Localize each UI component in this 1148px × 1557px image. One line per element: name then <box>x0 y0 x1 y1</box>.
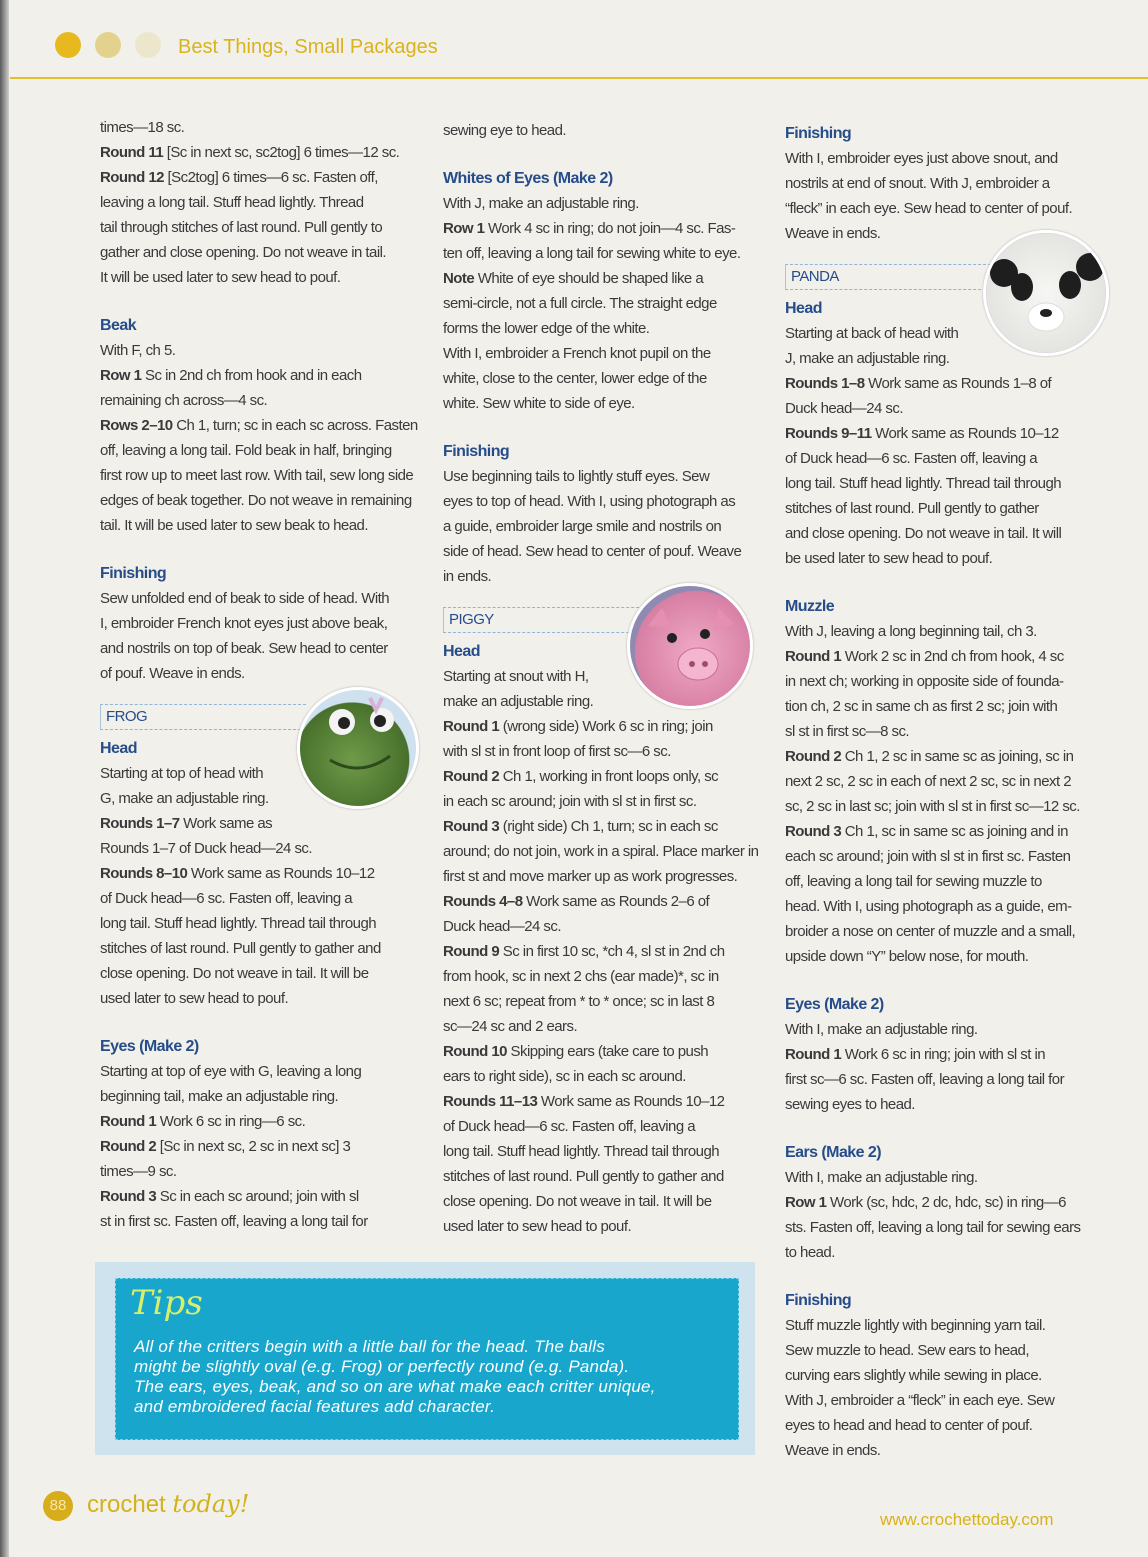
page-number: 88 <box>43 1491 73 1521</box>
step-label: Round 1 <box>100 1113 157 1130</box>
step-label: Rows 2–10 <box>100 417 173 434</box>
section-heading: Finishing <box>785 1292 852 1309</box>
pattern-paragraph <box>100 363 440 413</box>
brand-name-b: today! <box>172 1490 250 1518</box>
step-label: Round 2 <box>443 768 500 785</box>
step-label: Round 1 <box>785 648 842 665</box>
step-label: Round 1 <box>443 718 500 735</box>
pattern-paragraph <box>443 1089 783 1239</box>
step-text: White of eye should be shaped like a semi-circle, not a full circle. The straight edge forms the lower edge of the white. <box>443 270 717 337</box>
step-text: [Sc2tog] 6 times—6 sc. Fasten off, leaving a long tail. Stuff head lightly. Thread tail through stitches of last round. Pull gently to gather and close opening. Do not weave in tail. It will be used later to sew head to pouf. <box>100 169 387 286</box>
pattern-paragraph <box>100 861 440 1011</box>
pattern-paragraph <box>443 889 783 939</box>
step-label: Rounds 8–10 <box>100 865 188 882</box>
pattern-paragraph <box>785 644 1125 744</box>
step-label: Round 3 <box>443 818 500 835</box>
step-label: Row 1 <box>443 220 485 237</box>
pattern-paragraph <box>785 1313 1125 1463</box>
pattern-paragraph <box>100 811 440 861</box>
header-rule <box>10 77 1148 79</box>
pattern-paragraph <box>443 939 783 1039</box>
step-label: Round 9 <box>443 943 500 960</box>
step-text: Ch 1, 2 sc in same sc as joining, sc in next 2 sc, 2 sc in each of next 2 sc, sc in next 2 sc, 2 sc in last sc; join with sl st in first sc—12 sc. <box>785 748 1080 815</box>
pattern-paragraph <box>443 266 783 341</box>
pattern-paragraph <box>785 146 1125 246</box>
pattern-paragraph <box>785 744 1125 819</box>
section-heading: Eyes (Make 2) <box>100 1038 199 1055</box>
step-text: Work same as Rounds 10–12 of Duck head—6 sc. Fasten off, leaving a long tail. Stuff head lightly. Thread tail through stitches of last round. Pull gently to gather and close opening. Do not weave in tail. It will be used later to sew head to pouf. <box>100 865 381 1007</box>
step-text: times—18 sc. <box>100 119 185 136</box>
step-text: (wrong side) Work 6 sc in ring; join with sl st in front loop of first sc—6 sc. <box>443 718 713 760</box>
website-url: www.crochettoday.com <box>880 1510 1054 1529</box>
pattern-paragraph <box>785 371 1125 421</box>
pattern-paragraph <box>100 1109 440 1134</box>
step-text: Starting at top of head with G, make an adjustable ring. <box>100 765 269 807</box>
critter-label: PIGGY <box>443 607 649 633</box>
step-text: Sc in first 10 sc, *ch 4, sl st in 2nd ch from hook, sc in next 2 chs (ear made)*, sc in next 6 sc; repeat from * to * once; sc in last 8 sc—24 sc and 2 ears. <box>443 943 725 1035</box>
section-heading: Ears (Make 2) <box>785 1144 882 1161</box>
step-text: Starting at top of eye with G, leaving a long beginning tail, make an adjustable ring. <box>100 1063 362 1105</box>
step-label: Round 10 <box>443 1043 507 1060</box>
step-label: Rounds 4–8 <box>443 893 523 910</box>
pattern-paragraph <box>785 1190 1125 1265</box>
pattern-paragraph <box>100 413 440 538</box>
step-text: Work (sc, hdc, 2 dc, hdc, sc) in ring—6 sts. Fasten off, leaving a long tail for sewing ears to head. <box>785 1194 1081 1261</box>
panda-photo <box>983 230 1109 356</box>
brand-logo <box>87 1490 249 1519</box>
section-heading: Finishing <box>443 443 510 460</box>
step-text: Stuff muzzle lightly with beginning yarn tail. Sew muzzle to head. Sew ears to head, curving ears slightly while sewing in place. With J, embroider a “fleck” in each eye. Sew eyes to head and head to center of pouf. Weave in ends. <box>785 1317 1055 1459</box>
panda-face-icon <box>986 233 1106 353</box>
pattern-paragraph <box>785 1165 1125 1190</box>
brand-name-a: crochet <box>87 1491 166 1518</box>
step-text: Skipping ears (take care to push ears to right side), sc in each sc around. <box>443 1043 709 1085</box>
step-text: With I, embroider a French knot pupil on the white, close to the center, lower edge of the white. Sew white to side of eye. <box>443 345 711 412</box>
step-text: Starting at back of head with J, make an adjustable ring. <box>785 325 959 367</box>
section-heading: Beak <box>100 317 137 334</box>
step-text: Ch 1, working in front loops only, sc in each sc around; join with sl st in first sc. <box>443 768 719 810</box>
pattern-paragraph <box>100 1134 440 1184</box>
step-text: Work same as Rounds 10–12 of Duck head—6 sc. Fasten off, leaving a long tail. Stuff head lightly. Thread tail through stitches of last round. Pull gently to gather and close opening. Do not weave in tail. It will be used later to sew head to pouf. <box>443 1093 725 1235</box>
section-heading: Muzzle <box>785 598 835 615</box>
step-text: With J, make an adjustable ring. <box>443 195 639 212</box>
step-text: With I, make an adjustable ring. <box>785 1021 978 1038</box>
header-dot-icon <box>55 32 81 58</box>
critter-label: FROG <box>100 704 306 730</box>
step-label: Round 11 <box>100 144 164 161</box>
step-label: Rounds 9–11 <box>785 425 872 442</box>
piggy-face-icon <box>630 586 750 706</box>
step-text: With J, leaving a long beginning tail, ch 3. <box>785 623 1037 640</box>
step-text: [Sc in next sc, 2 sc in next sc] 3 times—9 sc. <box>100 1138 351 1180</box>
pattern-paragraph <box>443 814 783 889</box>
step-text: Work 6 sc in ring—6 sc. <box>156 1113 306 1130</box>
step-text: Work 6 sc in ring; join with sl st in first sc—6 sc. Fasten off, leaving a long tail for sewing eyes to head. <box>785 1046 1065 1113</box>
step-text: Work same as Rounds 1–8 of Duck head—24 sc. <box>785 375 1052 417</box>
step-label: Round 2 <box>100 1138 157 1155</box>
pattern-paragraph <box>443 191 783 216</box>
step-text: Work same as Rounds 2–6 of Duck head—24 sc. <box>443 893 710 935</box>
header-dot-icon <box>95 32 121 58</box>
tips-title: Tips <box>130 1283 203 1323</box>
tips-box <box>95 1262 755 1455</box>
step-text: Use beginning tails to lightly stuff eyes. Sew eyes to top of head. With I, using photograph as a guide, embroider large smile and nostrils on side of head. Sew head to center of pouf. Weave in ends. <box>443 468 742 585</box>
pattern-paragraph <box>785 1042 1125 1117</box>
pattern-paragraph <box>100 586 440 686</box>
step-text: Sew unfolded end of beak to side of head. With I, embroider French knot eyes just above beak, and nostrils on top of beak. Sew head to center of pouf. Weave in ends. <box>100 590 390 682</box>
step-text: Ch 1, sc in same sc as joining and in each sc around; join with sl st in first sc. Fasten off, leaving a long tail for sewing muzzle to head. With I, using photograph as a guide, em- broider a nose on center of muzzle and a small, upside down “Y” below nose, for mouth. <box>785 823 1076 965</box>
step-label: Round 2 <box>785 748 842 765</box>
step-label: Round 1 <box>785 1046 842 1063</box>
step-text: With I, embroider eyes just above snout, and nostrils at end of snout. With J, embroider a “fleck” in each eye. Sew head to center of pouf. Weave in ends. <box>785 150 1073 242</box>
header-dot-icon <box>135 32 161 58</box>
step-label: Rounds 1–7 <box>100 815 180 832</box>
pattern-paragraph <box>100 1184 440 1234</box>
step-text: With I, make an adjustable ring. <box>785 1169 978 1186</box>
section-heading: Finishing <box>100 565 167 582</box>
step-text: Work 2 sc in 2nd ch from hook, 4 sc in next ch; working in opposite side of founda- tion ch, 2 sc in same ch as first 2 sc; join with sl st in first sc—8 sc. <box>785 648 1064 740</box>
pattern-paragraph <box>100 338 440 363</box>
step-text: (right side) Ch 1, turn; sc in each sc around; do not join, work in a spiral. Place marker in first st and move marker up as work progresses. <box>443 818 759 885</box>
step-label: Round 3 <box>100 1188 157 1205</box>
pattern-paragraph <box>100 1059 440 1109</box>
pattern-paragraph <box>443 118 783 143</box>
step-text: sewing eye to head. <box>443 122 566 139</box>
pattern-paragraph <box>100 165 440 290</box>
critter-label: PANDA <box>785 264 991 290</box>
pattern-paragraph <box>443 1039 783 1089</box>
pattern-paragraph <box>785 1017 1125 1042</box>
step-label: Rounds 11–13 <box>443 1093 538 1110</box>
frog-photo <box>297 687 419 809</box>
scan-edge <box>0 0 9 1557</box>
step-text: Sc in each sc around; join with sl st in first sc. Fasten off, leaving a long tail for <box>100 1188 368 1230</box>
section-heading: Head <box>785 300 822 317</box>
pattern-paragraph <box>100 115 440 140</box>
pattern-paragraph <box>443 714 783 764</box>
section-heading: Finishing <box>785 125 852 142</box>
pattern-paragraph <box>785 421 1125 571</box>
tips-text: All of the critters begin with a little ball for the head. The balls might be slightly oval (e.g. Frog) or perfectly round (e.g. Panda). The ears, eyes, beak, and so on are what make each critter unique, and embroidered facial features add character. <box>134 1337 656 1416</box>
pattern-paragraph <box>443 764 783 814</box>
step-text: Work same as Rounds 10–12 of Duck head—6 sc. Fasten off, leaving a long tail. Stuff head lightly. Thread tail through stitches of last round. Pull gently to gather and close opening. Do not weave in tail. It will be used later to sew head to pouf. <box>785 425 1062 567</box>
step-text: Work same as Rounds 1–7 of Duck head—24 sc. <box>100 815 312 857</box>
pattern-paragraph <box>785 619 1125 644</box>
piggy-photo <box>627 583 753 709</box>
tips-panel <box>115 1278 739 1440</box>
step-text: Sc in 2nd ch from hook and in each remaining ch across—4 sc. <box>100 367 362 409</box>
step-text: Ch 1, turn; sc in each sc across. Fasten off, leaving a long tail. Fold beak in half, bringing first row up to meet last row. With tail, sew long side edges of beak together. Do not weave in remaining tail. It will be used later to sew beak to head. <box>100 417 418 534</box>
step-label: Rounds 1–8 <box>785 375 865 392</box>
step-label: Row 1 <box>100 367 142 384</box>
section-heading: Eyes (Make 2) <box>785 996 884 1013</box>
pattern-paragraph <box>785 819 1125 969</box>
frog-face-icon <box>300 690 416 806</box>
step-text: Starting at snout with H, make an adjustable ring. <box>443 668 594 710</box>
step-text: Work 4 sc in ring; do not join—4 sc. Fas- ten off, leaving a long tail for sewing white to eye. <box>443 220 741 262</box>
section-heading: Head <box>100 740 137 757</box>
step-label: Round 3 <box>785 823 842 840</box>
section-heading: Whites of Eyes (Make 2) <box>443 170 613 187</box>
section-title: Best Things, Small Packages <box>178 36 438 58</box>
pattern-paragraph <box>443 216 783 266</box>
section-heading: Head <box>443 643 480 660</box>
step-text: [Sc in next sc, sc2tog] 6 times—12 sc. <box>163 144 400 161</box>
step-text: With F, ch 5. <box>100 342 176 359</box>
pattern-paragraph <box>443 464 783 589</box>
pattern-paragraph <box>443 341 783 416</box>
text-column-1 <box>100 115 440 1234</box>
pattern-paragraph <box>100 140 440 165</box>
step-label: Note <box>443 270 475 287</box>
step-label: Row 1 <box>785 1194 827 1211</box>
step-label: Round 12 <box>100 169 164 186</box>
